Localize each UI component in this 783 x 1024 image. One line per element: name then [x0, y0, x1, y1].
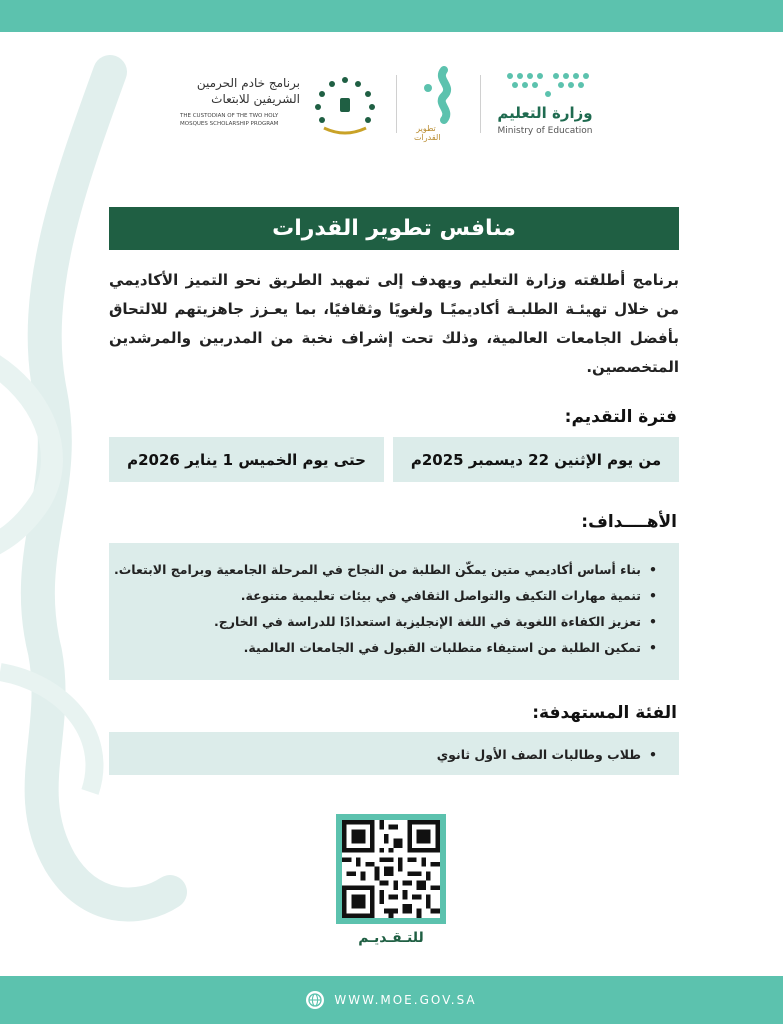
logo-separator — [396, 75, 397, 133]
program-title: منافس تطوير القدرات — [109, 207, 679, 250]
goal-item: • تعزيز الكفاءة اللغوية في اللغة الإنجليزية استعدادًا للدراسة في الخارج. — [109, 609, 657, 635]
goal-item: • تنمية مهارات التكيف والتواصل الثقافي في بيئات تعليمية متنوعة. — [109, 583, 657, 609]
target-audience-box — [109, 732, 679, 775]
goal-item: • بناء أساس أكاديمي متين يمكّن الطلبة من النجاح في المرحلة الجامعية وبرامج الابتعاث. — [109, 557, 657, 583]
goals-list-box — [109, 543, 679, 680]
program-description: برنامج أطلقته وزارة التعليم ويهدف إلى تمهيد الطريق نحو التميز الأكاديمي من خلال تهيئـة الطلبـة أكاديميًـا ولغويًا وثقافيًا، بما يعـزز جاهزيتهم للالتحاق بأفضل الجامعات العالمية، وذلك تحت إشراف نخبة من المدربين والمرشدين المتخصصين. — [109, 271, 679, 376]
period-start: من يوم الإثنين 22 ديسمبر 2025م — [393, 437, 679, 482]
application-period-heading: فترة التقديم: — [564, 407, 677, 427]
moe-dots-icon — [504, 70, 592, 100]
ministry-of-education-logo — [490, 70, 600, 142]
website-link[interactable]: WWW.MOE.GOV.SA — [334, 993, 477, 1007]
manafes-mark-icon — [414, 66, 464, 124]
target-item: • طلاب وطالبات الصف الأول ثانوي — [109, 742, 657, 768]
period-end: حتى يوم الخميس 1 يناير 2026م — [109, 437, 384, 482]
goal-item: • تمكين الطلبة من استيفاء متطلبات القبول في الجامعات العالمية. — [109, 635, 657, 661]
qr-code[interactable] — [336, 814, 446, 924]
emblem-icon — [310, 72, 380, 142]
qr-code-icon — [342, 820, 440, 918]
moe-english-name: Ministry of Education — [497, 126, 593, 136]
ks-arabic-line1: برنامج خادم الحرمين — [196, 76, 300, 90]
globe-icon — [306, 991, 324, 1009]
top-accent-bar — [0, 0, 783, 32]
manafes-subtitle: تطوير القدرات — [414, 124, 441, 142]
ks-arabic-line2: الشريفين للابتعاث — [211, 92, 300, 106]
moe-arabic-name: وزارة التعليم — [497, 104, 593, 122]
calligraphy-decoration — [0, 32, 230, 976]
ks-english-text: THE CUSTODIAN OF THE TWO HOLY MOSQUES SCHOLARSHIP PROGRAM — [180, 113, 279, 127]
scholarship-program-logo — [180, 70, 380, 142]
footer — [0, 976, 783, 1024]
goals-heading: الأهــــداف: — [581, 512, 677, 532]
target-audience-heading: الفئة المستهدفة: — [532, 703, 677, 723]
qr-caption: للتـقـديـم — [358, 930, 424, 946]
logo-separator — [480, 75, 481, 133]
manafes-logo — [414, 66, 464, 144]
logo-strip — [180, 60, 600, 150]
